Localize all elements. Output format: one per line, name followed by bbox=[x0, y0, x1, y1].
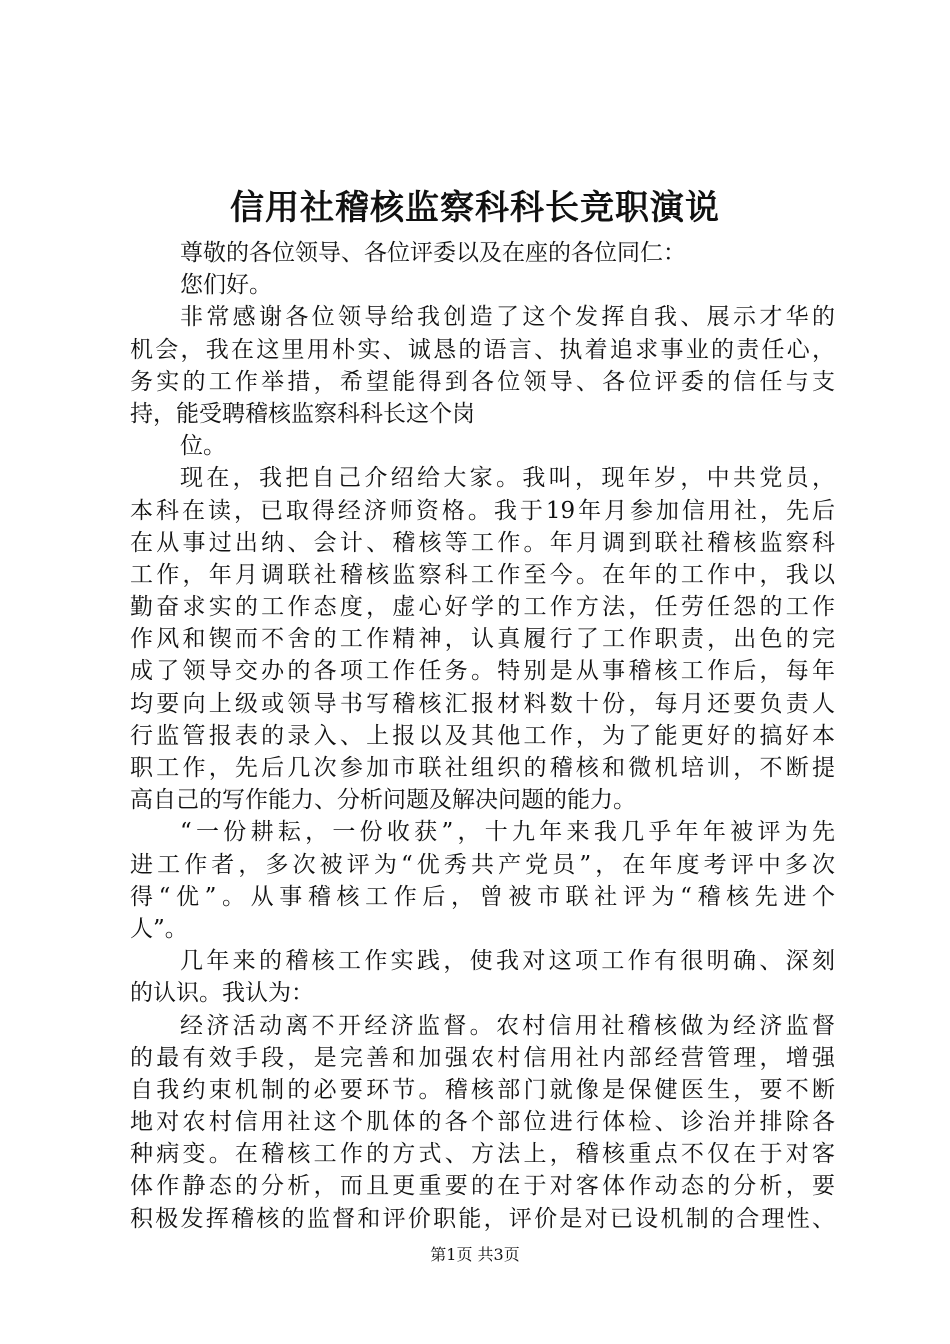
text-line: 均要向上级或领导书写稽核汇报材料数十份，每月还要负责人 bbox=[130, 690, 835, 717]
text-line: “一份耕耘，一份收获”，十九年来我几乎年年被评为先 bbox=[180, 819, 835, 846]
text-line: 勤奋求实的工作态度，虚心好学的工作方法，任劳任怨的工作 bbox=[130, 594, 835, 621]
document-title: 信用社稽核监察科科长竞职演说 bbox=[230, 188, 720, 228]
text-line: 进工作者，多次被评为“优秀共产党员”，在年度考评中多次 bbox=[130, 851, 835, 878]
text-line: 得“优”。从事稽核工作后，曾被市联社评为“稽核先进个 bbox=[130, 883, 835, 910]
text-line: 工作，年月调联社稽核监察科工作至今。在年的工作中，我以 bbox=[130, 561, 835, 588]
text-line: 尊敬的各位领导、各位评委以及在座的各位同仁： bbox=[180, 240, 686, 266]
text-line: 持，能受聘稽核监察科科长这个岗 bbox=[130, 400, 475, 427]
text-line: 体作静态的分析，而且更重要的在于对客体作动态的分析，要 bbox=[130, 1173, 835, 1200]
text-line: 本科在读，已取得经济师资格。我于19年月参加信用社，先后 bbox=[130, 497, 835, 524]
text-line: 务实的工作举措，希望能得到各位领导、各位评委的信任与支 bbox=[130, 368, 835, 395]
document-body bbox=[130, 237, 835, 1235]
text-line: 几年来的稽核工作实践，使我对这项工作有很明确、深刻 bbox=[180, 948, 835, 975]
text-line: 的认识。我认为： bbox=[130, 980, 314, 1007]
text-line: 现在，我把自己介绍给大家。我叫，现年岁，中共党员， bbox=[180, 465, 835, 492]
text-line: 您们好。 bbox=[180, 272, 272, 299]
text-line: 自我约束机制的必要环节。稽核部门就像是保健医生，要不断 bbox=[130, 1076, 835, 1103]
text-line: 高自己的写作能力、分析问题及解决问题的能力。 bbox=[130, 787, 636, 814]
text-line: 位。 bbox=[180, 433, 226, 460]
text-line: 非常感谢各位领导给我创造了这个发挥自我、展示才华的 bbox=[180, 304, 835, 331]
text-line: 职工作，先后几次参加市联社组织的稽核和微机培训，不断提 bbox=[130, 755, 835, 781]
page-footer: 第1页 共3页 bbox=[430, 1245, 520, 1264]
text-line: 种病变。在稽核工作的方式、方法上，稽核重点不仅在于对客 bbox=[130, 1141, 835, 1168]
text-line: 成了领导交办的各项工作任务。特别是从事稽核工作后，每年 bbox=[130, 658, 835, 685]
text-line: 行监管报表的录入、上报以及其他工作，为了能更好的搞好本 bbox=[130, 722, 835, 749]
text-line: 的最有效手段，是完善和加强农村信用社内部经营管理，增强 bbox=[130, 1044, 835, 1071]
text-line: 地对农村信用社这个肌体的各个部位进行体检、诊治并排除各 bbox=[130, 1109, 835, 1136]
text-line: 人”。 bbox=[130, 915, 188, 942]
text-line: 机会，我在这里用朴实、诚恳的语言、执着追求事业的责任心， bbox=[130, 336, 835, 363]
text-line: 在从事过出纳、会计、稽核等工作。年月调到联社稽核监察科 bbox=[130, 529, 835, 556]
text-line: 经济活动离不开经济监督。农村信用社稽核做为经济监督 bbox=[180, 1012, 835, 1039]
text-line: 作风和锲而不舍的工作精神，认真履行了工作职责，出色的完 bbox=[130, 626, 835, 653]
text-line: 积极发挥稽核的监督和评价职能，评价是对已设机制的合理性、 bbox=[130, 1205, 835, 1232]
